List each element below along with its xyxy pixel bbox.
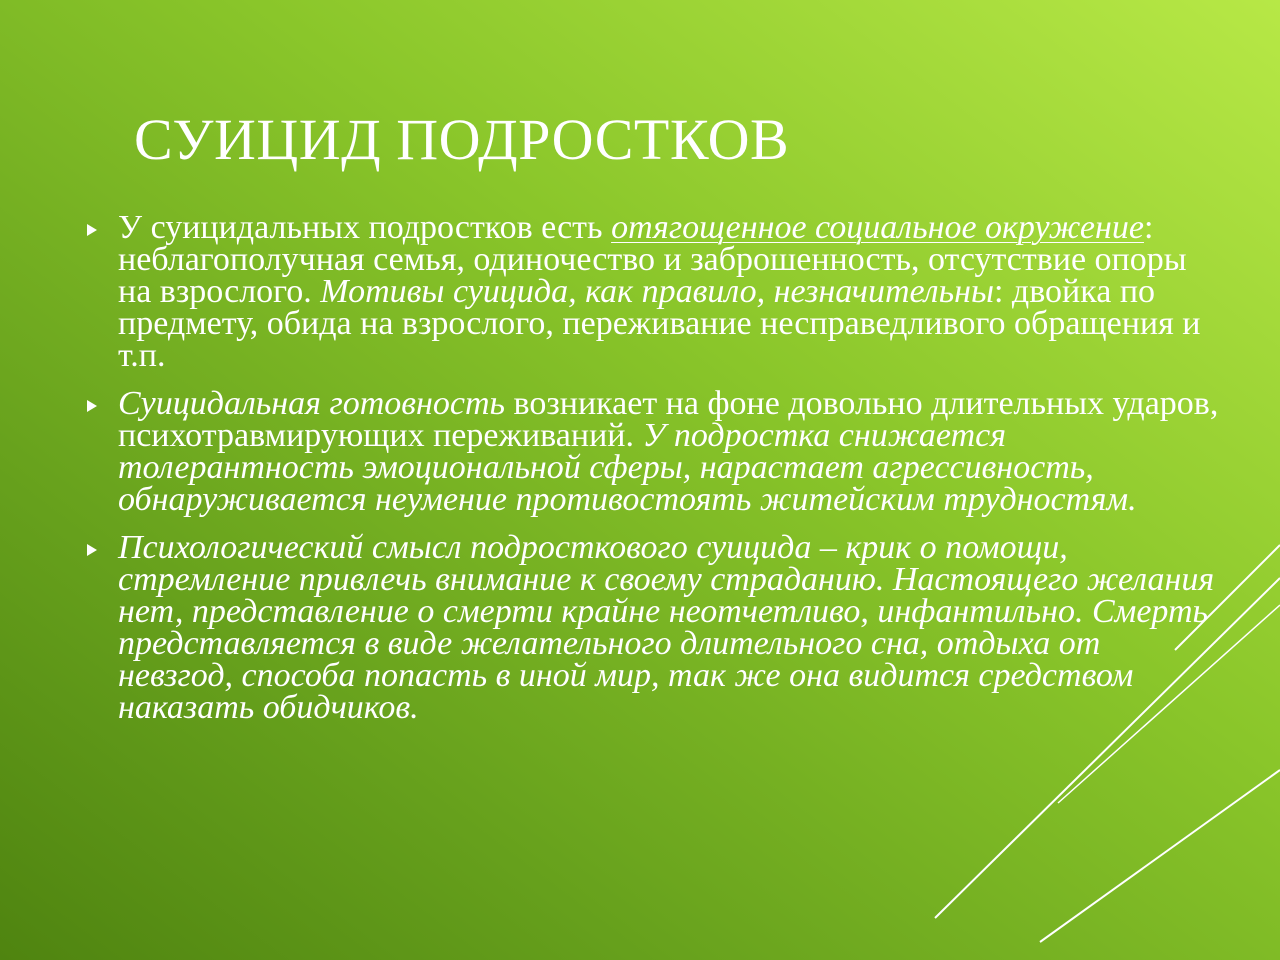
triangle-right-icon — [87, 400, 97, 412]
text-segment-emphasis: Психологический смысл подросткового суицида – крик о помощи, стремление привлечь внимание к своему страданию. Настоящего желания нет, представление о смерти крайне неотчетливо, инфантильно. Смерть представляется в виде желательного длительного сна, отдыха от невзгод, способа попасть в иной мир, так же она видится средством наказать обидчиков. — [118, 529, 1215, 726]
bullet-item — [80, 529, 1220, 726]
bullet-item — [80, 385, 1220, 518]
text-segment: У суицидальных подростков есть — [118, 209, 612, 246]
triangle-right-icon — [87, 544, 97, 556]
text-segment: возникает на фоне довольно длительных ударов, психотравмирующих переживаний. — [118, 385, 1219, 454]
bullet-item — [80, 209, 1220, 374]
text-segment: : неблагополучная семья, одиночество и заброшенность, отсутствие опоры на взрослого. — [118, 209, 1187, 310]
text-segment-emphasis: Мотивы суицида, как правило, незначительны — [320, 273, 994, 310]
text-segment-emphasis: У подростка снижается толерантность эмоциональной сферы, нарастает агрессивность, обнаруживается неумение противостоять житейским трудностям. — [118, 417, 1137, 518]
bullet-text — [118, 529, 1214, 726]
slide-title: СУИЦИД ПОДРОСТКОВ — [134, 107, 790, 172]
decor-line-3 — [1040, 770, 1280, 942]
text-segment-emphasis: Суицидальная готовность — [118, 385, 505, 422]
bullet-text — [118, 209, 1200, 374]
bullet-text — [118, 385, 1218, 518]
text-segment: : двойка по предмету, обида на взрослого, переживание несправедливого обращения и т.п. — [118, 273, 1201, 374]
slide-content — [80, 209, 1220, 740]
triangle-right-icon — [87, 224, 97, 236]
text-segment-emphasis: отягощенное социальное окружение — [611, 209, 1144, 246]
